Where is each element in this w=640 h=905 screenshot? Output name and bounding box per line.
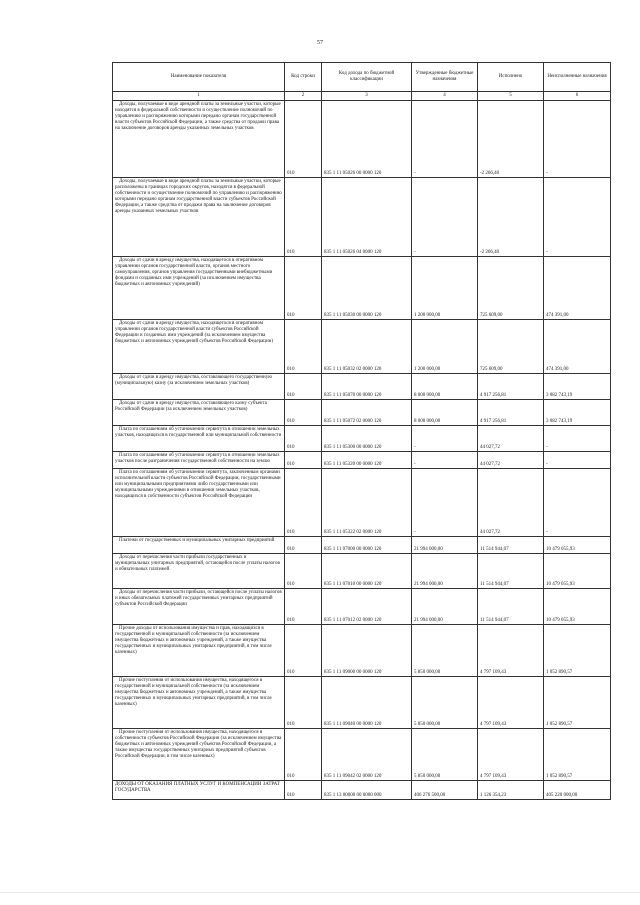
unexecuted-amount-cell: 3 082 743,19 <box>544 400 611 426</box>
budget-code-cell: 835 1 11 07000 00 0000 120 <box>322 537 412 554</box>
column-number: 4 <box>412 92 478 101</box>
header-line-code: Код строки <box>285 63 322 92</box>
table-row <box>113 257 611 320</box>
executed-amount-cell: 44 027,72 <box>478 452 544 469</box>
approved-amount-cell: 1 200 000,00 <box>412 320 478 374</box>
approved-amount-cell: 8 000 000,00 <box>412 374 478 400</box>
line-code-cell: 010 <box>285 452 322 469</box>
indicator-name-cell: Плата по соглашениям об установлении сервитута в отношении земельных участков после разграничения государственной собственности на землю <box>113 452 285 469</box>
approved-amount-cell: - <box>412 426 478 452</box>
column-number: 6 <box>544 92 611 101</box>
approved-amount-cell: - <box>412 101 478 178</box>
line-code-cell: 010 <box>285 554 322 589</box>
header-executed: Исполнено <box>478 63 544 92</box>
indicator-name-cell: Прочие поступления от использования имущества, находящегося в государственной и муниципальной собственности (за исключением имущества бюджетных и автономных учреждений, а также имущества государственных и муниципальных унитарных предприятий, в том числе казенных) <box>113 677 285 729</box>
unexecuted-amount-cell: - <box>544 101 611 178</box>
unexecuted-amount-cell: 10 479 055,93 <box>544 554 611 589</box>
line-code-cell: 010 <box>285 374 322 400</box>
executed-amount-cell: 725 609,00 <box>478 320 544 374</box>
indicator-name-cell: Доходы от перечисления части прибыли, остающейся после уплаты налогов и иных обязательных платежей государственных унитарных предприятий субъектов Российской Федерации <box>113 589 285 625</box>
executed-amount-cell: -2 266,40 <box>478 101 544 178</box>
indicator-name-cell: Доходы от сдачи в аренду имущества, составляющего государственную (муниципальную) казну (за исключением земельных участков) <box>113 374 285 400</box>
executed-amount-cell: 4 917 256,81 <box>478 400 544 426</box>
budget-code-cell: 835 1 11 05032 02 0000 120 <box>322 320 412 374</box>
approved-amount-cell: 5 850 000,00 <box>412 677 478 729</box>
table-row <box>113 374 611 400</box>
budget-code-cell: 835 1 11 07012 02 0000 120 <box>322 589 412 625</box>
line-code-cell: 010 <box>285 589 322 625</box>
budget-code-cell: 835 1 11 05026 00 0000 120 <box>322 101 412 178</box>
executed-amount-cell: 4 917 256,81 <box>478 374 544 400</box>
unexecuted-amount-cell: 474 391,00 <box>544 257 611 320</box>
column-number: 1 <box>113 92 285 101</box>
budget-code-cell: 835 1 11 09000 00 0000 120 <box>322 625 412 677</box>
budget-code-cell: 835 1 11 05322 02 0000 120 <box>322 469 412 537</box>
unexecuted-amount-cell: 1 052 890,57 <box>544 625 611 677</box>
unexecuted-amount-cell: 10 479 055,93 <box>544 589 611 625</box>
unexecuted-amount-cell: - <box>544 469 611 537</box>
line-code-cell: 010 <box>285 729 322 781</box>
executed-amount-cell: 11 514 944,07 <box>478 554 544 589</box>
table-row <box>113 781 611 800</box>
header-budget-code: Код дохода по бюджетной классификации <box>322 63 412 92</box>
table-row <box>113 625 611 677</box>
unexecuted-amount-cell: 1 052 890,57 <box>544 677 611 729</box>
approved-amount-cell: - <box>412 469 478 537</box>
unexecuted-amount-cell: 474 391,00 <box>544 320 611 374</box>
budget-code-cell: 835 1 11 07010 00 0000 120 <box>322 554 412 589</box>
unexecuted-amount-cell: 1 052 890,57 <box>544 729 611 781</box>
unexecuted-amount-cell: - <box>544 452 611 469</box>
header-unexecuted: Неисполненные назначения <box>544 63 611 92</box>
budget-code-cell: 835 1 11 05026 04 0000 120 <box>322 178 412 257</box>
income-report-table <box>112 62 611 800</box>
executed-amount-cell: 4 797 109,43 <box>478 677 544 729</box>
line-code-cell: 010 <box>285 677 322 729</box>
indicator-name-cell: Доходы, получаемые в виде арендной платы за земельные участки, которые находятся в федеральной собственности и осуществление полномочий по управлению и распоряжению которыми передано органам государственной власти субъектов Российской Федерации, а также средства от продажи права на заключение договоров аренды указанных земельных участков <box>113 101 285 178</box>
executed-amount-cell: -2 266,40 <box>478 178 544 257</box>
indicator-name-cell: Плата по соглашениям об установлении сервитута в отношении земельных участков, находящихся в государственной или муниципальной собственности <box>113 426 285 452</box>
unexecuted-amount-cell: - <box>544 178 611 257</box>
budget-code-cell: 835 1 11 05320 00 0000 120 <box>322 452 412 469</box>
line-code-cell: 010 <box>285 469 322 537</box>
approved-amount-cell: 1 200 000,00 <box>412 257 478 320</box>
line-code-cell: 010 <box>285 625 322 677</box>
line-code-cell: 010 <box>285 101 322 178</box>
indicator-name-cell: Прочие поступления от использования имущества, находящегося в собственности субъектов Российской Федерации (за исключением имущества бюджетных и автономных учреждений субъектов Российской Федерации, а также имущества государственных унитарных предприятий субъектов Российской Федерации, в том числе казенных) <box>113 729 285 781</box>
executed-amount-cell: 11 514 944,07 <box>478 589 544 625</box>
table-row <box>113 452 611 469</box>
approved-amount-cell: 5 850 000,00 <box>412 625 478 677</box>
approved-amount-cell: 21 994 000,00 <box>412 589 478 625</box>
table-row <box>113 469 611 537</box>
budget-code-cell: 835 1 11 09040 00 0000 120 <box>322 677 412 729</box>
indicator-name-cell: Доходы от сдачи в аренду имущества, составляющего казну субъекта Российской Федерации (за исключением земельных участков) <box>113 400 285 426</box>
approved-amount-cell: 21 994 000,00 <box>412 537 478 554</box>
approved-amount-cell: - <box>412 178 478 257</box>
column-number: 3 <box>322 92 412 101</box>
column-number-row <box>113 92 611 101</box>
page-bottom-edge <box>0 892 640 893</box>
unexecuted-amount-cell: - <box>544 426 611 452</box>
indicator-name-cell: Доходы, получаемые в виде арендной платы за земельные участки, которые расположены в границах городских округов, находятся в федеральной собственности и осуществление полномочий по управлению и распоряжению которыми передано органам государственной власти субъектов Российской Федерации, а также средства от продажи права на заключение договоров аренды указанных земельных участков <box>113 178 285 257</box>
header-indicator-name: Наименование показателя <box>113 63 285 92</box>
executed-amount-cell: 725 609,00 <box>478 257 544 320</box>
unexecuted-amount-cell: 10 479 055,93 <box>544 537 611 554</box>
page-number: 57 <box>317 40 323 46</box>
approved-amount-cell: - <box>412 452 478 469</box>
column-number: 2 <box>285 92 322 101</box>
executed-amount-cell: 44 027,72 <box>478 469 544 537</box>
unexecuted-amount-cell: 3 082 743,19 <box>544 374 611 400</box>
budget-code-cell: 835 1 13 00000 00 0000 000 <box>322 781 412 800</box>
executed-amount-cell: 1 126 354,23 <box>478 781 544 800</box>
indicator-name-cell: Доходы от перечисления части прибыли государственных и муниципальных унитарных предприятий, остающейся после уплаты налогов и обязательных платежей <box>113 554 285 589</box>
executed-amount-cell: 11 514 944,07 <box>478 537 544 554</box>
line-code-cell: 010 <box>285 400 322 426</box>
approved-amount-cell: 8 000 000,00 <box>412 400 478 426</box>
budget-code-cell: 835 1 11 05070 00 0000 120 <box>322 374 412 400</box>
line-code-cell: 010 <box>285 426 322 452</box>
indicator-name-cell: Платежи от государственных и муниципальных унитарных предприятий <box>113 537 285 554</box>
approved-amount-cell: 5 850 000,00 <box>412 729 478 781</box>
budget-code-cell: 835 1 11 05300 00 0000 120 <box>322 426 412 452</box>
line-code-cell: 010 <box>285 537 322 554</box>
table-row <box>113 400 611 426</box>
table-row <box>113 178 611 257</box>
table-row <box>113 729 611 781</box>
approved-amount-cell: 21 994 000,00 <box>412 554 478 589</box>
table-row <box>113 589 611 625</box>
executed-amount-cell: 44 027,72 <box>478 426 544 452</box>
indicator-name-cell: Доходы от сдачи в аренду имущества, находящегося в оперативном управлении органов государственной власти, органов местного самоуправления, органов управления государственными внебюджетными фондами и созданных ими учреждений (за исключением имущества бюджетных и автономных учреждений) <box>113 257 285 320</box>
line-code-cell: 010 <box>285 320 322 374</box>
column-number: 5 <box>478 92 544 101</box>
table-row <box>113 320 611 374</box>
unexecuted-amount-cell: 405 220 000,00 <box>544 781 611 800</box>
line-code-cell: 010 <box>285 781 322 800</box>
table-row <box>113 537 611 554</box>
executed-amount-cell: 4 797 109,43 <box>478 729 544 781</box>
indicator-name-cell: Доходы от сдачи в аренду имущества, находящегося в оперативном управлении органов государственной власти субъектов Российской Федерации и созданных ими учреждений (за исключением имущества бюджетных и автономных учреждений субъектов Российской Федерации) <box>113 320 285 374</box>
table-row <box>113 101 611 178</box>
table-header-row <box>113 63 611 92</box>
approved-amount-cell: 406 276 500,00 <box>412 781 478 800</box>
budget-code-cell: 835 1 11 09042 02 0000 120 <box>322 729 412 781</box>
table-row <box>113 426 611 452</box>
line-code-cell: 010 <box>285 178 322 257</box>
table-row <box>113 554 611 589</box>
indicator-name-cell: Прочие доходы от использования имущества и прав, находящихся в государственной и муниципальной собственности (за исключением имущества бюджетных и автономных учреждений, а также имущества государственных и муниципальных унитарных предприятий, в том числе казенных) <box>113 625 285 677</box>
budget-code-cell: 835 1 11 05030 00 0000 120 <box>322 257 412 320</box>
header-approved: Утвержденные бюджетные назначения <box>412 63 478 92</box>
budget-code-cell: 835 1 11 05072 02 0000 120 <box>322 400 412 426</box>
line-code-cell: 010 <box>285 257 322 320</box>
table-row <box>113 677 611 729</box>
table-body <box>113 101 611 800</box>
indicator-name-cell: ДОХОДЫ ОТ ОКАЗАНИЯ ПЛАТНЫХ УСЛУГ И КОМПЕНСАЦИИ ЗАТРАТ ГОСУДАРСТВА <box>113 781 285 800</box>
indicator-name-cell: Плата по соглашениям об установлении сервитута, заключенным органами исполнительной власти субъектов Российской Федерации, государственными или муниципальными предприятиями либо государственными или муниципальными учреждениями в отношении земельных участков, находящихся в собственности субъектов Российской Федерации <box>113 469 285 537</box>
executed-amount-cell: 4 797 109,43 <box>478 625 544 677</box>
